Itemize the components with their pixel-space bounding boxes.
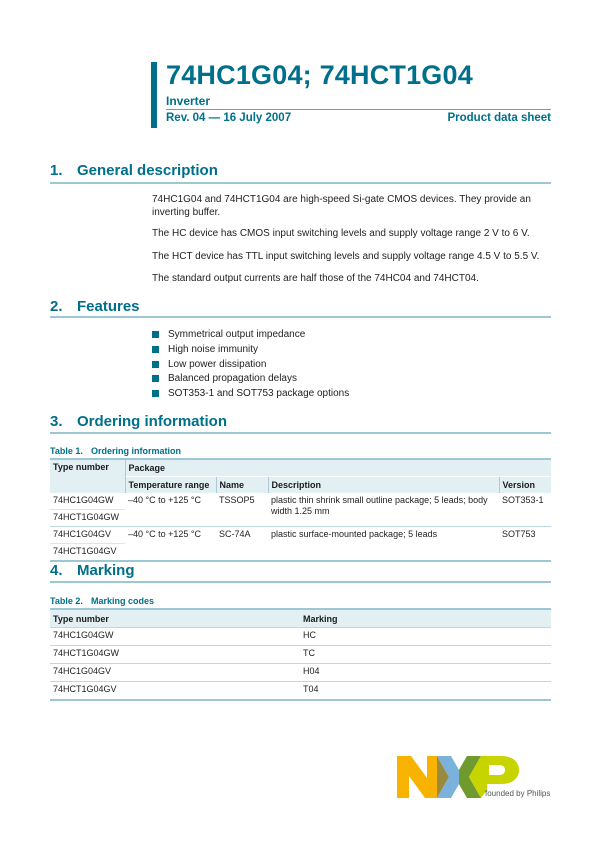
table-row (50, 628, 551, 646)
marking-codes-table (50, 608, 551, 701)
table-title: Ordering information (91, 446, 181, 456)
package-name-cell: SC-74A (219, 529, 251, 539)
feature-text: SOT353-1 and SOT753 package options (168, 388, 350, 400)
square-bullet-icon (152, 390, 159, 397)
table-header-row (50, 609, 551, 628)
square-bullet-icon (152, 346, 159, 353)
type-number-cell: 74HCT1G04GW (50, 510, 125, 527)
type-number-cell: 74HCT1G04GV (50, 682, 300, 701)
document-type: Product data sheet (447, 112, 551, 124)
description-cell: plastic surface-mounted package; 5 leads (271, 529, 438, 539)
table-row (50, 682, 551, 701)
feature-text: High noise immunity (168, 343, 259, 355)
type-number-cell: 74HC1G04GW (50, 628, 300, 646)
square-bullet-icon (152, 331, 159, 338)
logo-n-shape (397, 756, 437, 798)
column-header: Package (125, 459, 551, 477)
section-divider (50, 432, 551, 434)
table-header-row (50, 477, 551, 494)
feature-item (152, 343, 349, 358)
table-row (50, 527, 551, 544)
section-title: General description (77, 162, 218, 179)
column-header: Type number (50, 609, 300, 628)
ordering-information-table (50, 458, 551, 562)
column-header: Version (499, 477, 551, 494)
section-heading-features (50, 298, 140, 315)
temperature-range-cell: –40 °C to +125 °C (128, 529, 201, 539)
logo-tagline: founded by Philips (485, 789, 551, 798)
marking-cell: H04 (300, 664, 551, 682)
table-number: Table 1. (50, 446, 83, 456)
paragraph: The HCT device has TTL input switching levels and supply voltage range 4.5 V to 5.5 V. (152, 251, 540, 262)
feature-item (152, 358, 349, 373)
feature-text: Balanced propagation delays (168, 373, 297, 385)
table-number: Table 2. (50, 596, 83, 606)
features-list (152, 328, 349, 402)
table-title: Marking codes (91, 596, 155, 606)
section-number: 4. (50, 562, 63, 579)
column-header: Name (216, 477, 268, 494)
document-title: 74HC1G04; 74HCT1G04 (166, 60, 473, 90)
description-cell: plastic thin shrink small outline package; 5 leads; body width 1.25 mm (268, 493, 499, 527)
type-number-cell: 74HC1G04GW (50, 493, 125, 510)
header-divider (166, 109, 551, 110)
marking-cell: HC (300, 628, 551, 646)
temperature-range-cell: –40 °C to +125 °C (125, 493, 216, 527)
type-number-cell: 74HC1G04GV (50, 527, 125, 544)
section-number: 3. (50, 413, 63, 430)
table-row (50, 493, 551, 510)
section-divider (50, 182, 551, 184)
section-number: 1. (50, 162, 63, 179)
section-heading-marking (50, 562, 135, 579)
section-title: Marking (77, 562, 135, 579)
column-header: Marking (300, 609, 551, 628)
square-bullet-icon (152, 375, 159, 382)
version-cell: SOT353-1 (499, 493, 551, 527)
section-divider (50, 316, 551, 318)
feature-text: Low power dissipation (168, 358, 267, 370)
table-row (50, 646, 551, 664)
table-caption (50, 596, 154, 606)
column-header: Description (268, 477, 499, 494)
column-header: Type number (50, 459, 125, 493)
column-header: Temperature range (125, 477, 216, 494)
feature-text: Symmetrical output impedance (168, 329, 306, 340)
marking-cell: TC (300, 646, 551, 664)
document-revision: Rev. 04 — 16 July 2007 (166, 112, 292, 124)
type-number-cell: 74HCT1G04GV (53, 546, 117, 556)
section-title: Features (77, 298, 140, 315)
paragraph: 74HC1G04 and 74HCT1G04 are high-speed Si-gate CMOS devices. They provide an inverting buffer. (152, 194, 531, 218)
package-name-cell: TSSOP5 (216, 493, 268, 527)
feature-item (152, 387, 349, 402)
type-number-cell: 74HC1G04GV (50, 664, 300, 682)
feature-item (152, 372, 349, 387)
paragraph: The HC device has CMOS input switching levels and supply voltage range 2 V to 6 V. (152, 228, 530, 239)
section-heading-general-description (50, 162, 218, 179)
feature-item (152, 328, 349, 343)
marking-cell: T04 (300, 682, 551, 701)
table-row (50, 664, 551, 682)
header-accent-bar (151, 62, 157, 128)
paragraph: The standard output currents are half those of the 74HC04 and 74HCT04. (152, 273, 479, 284)
section-title: Ordering information (77, 413, 227, 430)
document-subtitle: Inverter (166, 94, 211, 108)
table-header-row (50, 459, 551, 477)
section-number: 2. (50, 298, 63, 315)
version-cell: SOT753 (502, 529, 536, 539)
section-heading-ordering-information (50, 413, 227, 430)
table-caption (50, 446, 181, 456)
section-divider (50, 581, 551, 583)
type-number-cell: 74HCT1G04GW (50, 646, 300, 664)
square-bullet-icon (152, 361, 159, 368)
